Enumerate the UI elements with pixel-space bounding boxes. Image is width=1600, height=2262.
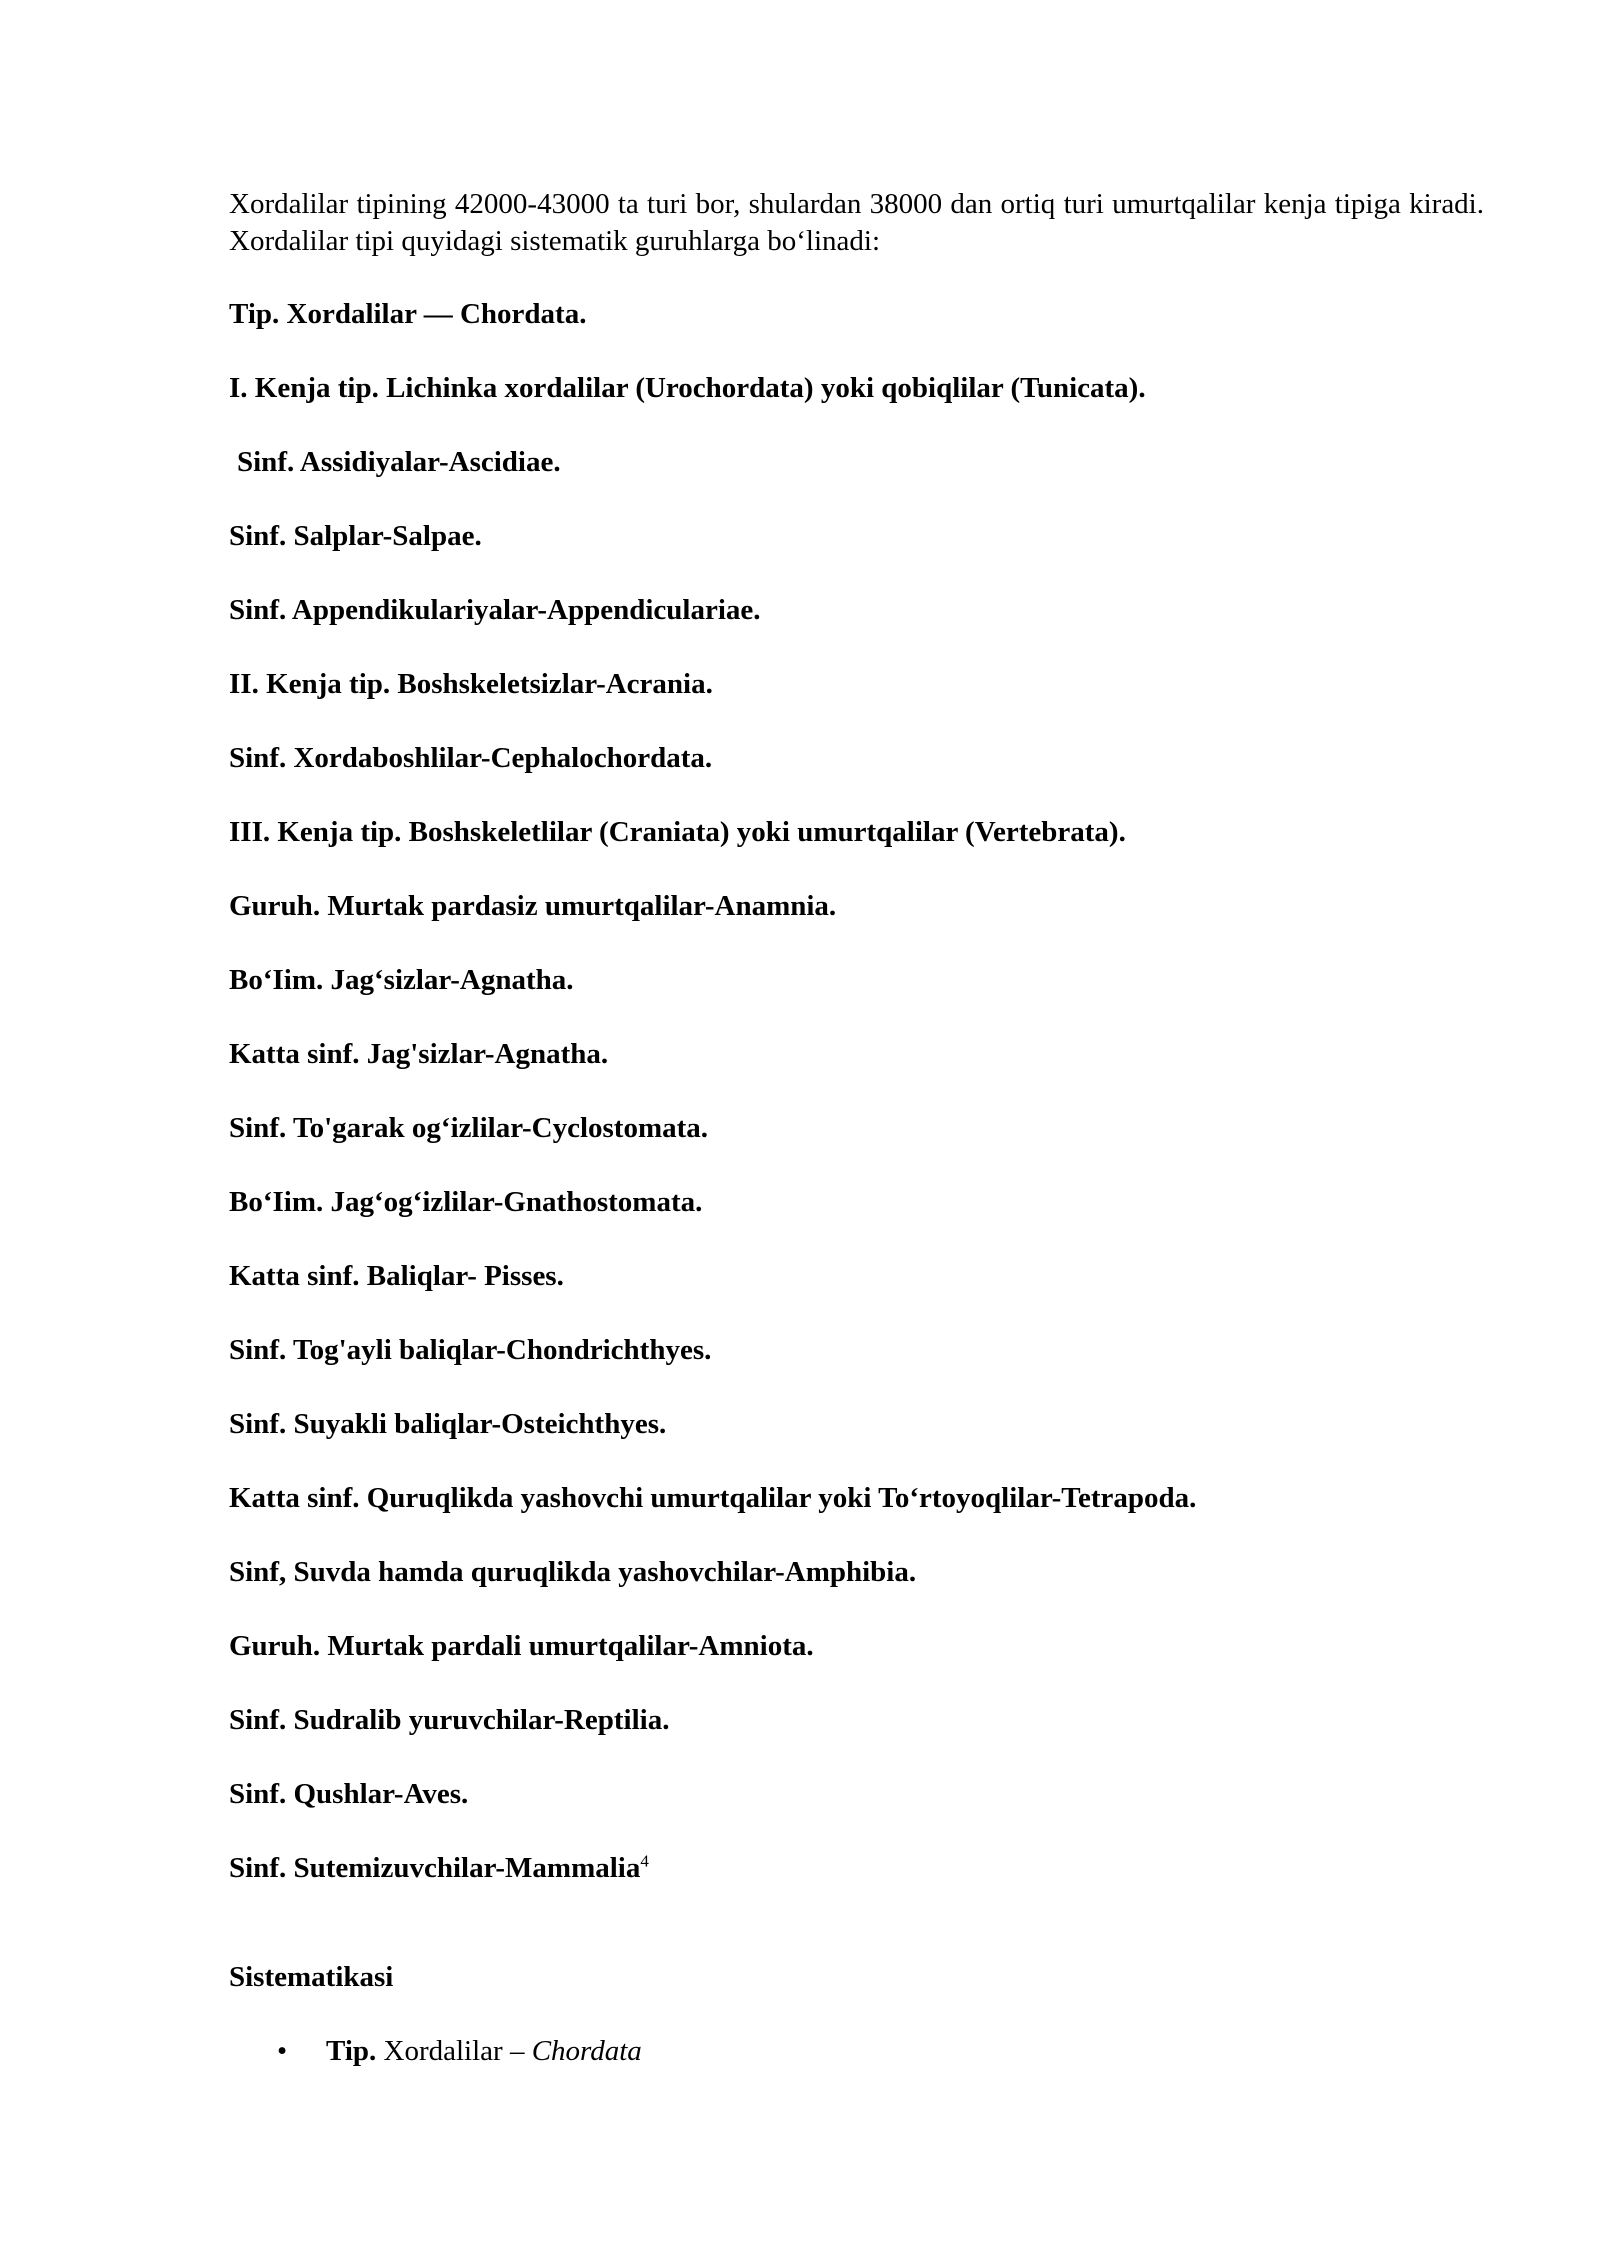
footnote-marker[interactable]: 4 [640,1851,649,1871]
taxon-class-chondrichthyes: Sinf. Tog'ayli baliqlar-Chondrichthyes. [229,1334,712,1366]
taxon-class-cyclostomata: Sinf. To'garak og‘izlilar-Cyclostomata. [229,1112,709,1144]
taxon-class-cephalochordata: Sinf. Xordaboshlilar-Cephalochordata. [229,742,713,774]
taxon-group-anamnia: Guruh. Murtak pardasiz umurtqalilar-Anamnia. [229,890,837,922]
taxon-class-salpae: Sinf. Salplar-Salpae. [229,520,482,552]
list-item [229,2033,1484,2070]
taxon-division-agnatha: Bo‘Iim. Jag‘sizlar-Agnatha. [229,964,574,996]
taxon-class-reptilia: Sinf. Sudralib yuruvchilar-Reptilia. [229,1704,670,1736]
taxon-class-mammalia-text: Sinf. Sutemizuvchilar-Mammalia [229,1852,641,1884]
taxon-group-amniota: Guruh. Murtak pardali umurtqalilar-Amniota. [229,1630,814,1662]
section-heading-sistematikasi: Sistematikasi [229,1961,394,1993]
taxon-subphylum-vertebrata: III. Kenja tip. Boshskeletlilar (Craniata) yoki umurtqalilar (Vertebrata). [229,816,1126,848]
latin-name: Chordata [531,2035,642,2067]
document-page [229,186,1484,2070]
taxon-superclass-tetrapoda: Katta sinf. Quruqlikda yashovchi umurtqalilar yoki To‘rtoyoqlilar-Tetrapoda. [229,1482,1197,1514]
taxon-superclass-pisses: Katta sinf. Baliqlar- Pisses. [229,1260,564,1292]
taxon-class-osteichthyes: Sinf. Suyakli baliqlar-Osteichthyes. [229,1408,667,1440]
taxon-class-aves: Sinf. Qushlar-Aves. [229,1778,469,1810]
taxon-class-ascidiae: Sinf. Assidiyalar-Ascidiae. [237,446,561,478]
separator: – [509,2035,525,2067]
taxon-class-mammalia [229,1850,1484,1887]
taxon-class-amphibia: Sinf, Suvda hamda quruqlikda yashovchilar-Amphibia. [229,1556,917,1588]
taxon-name: Xordalilar [383,2035,503,2067]
taxon-subphylum-urochordata: I. Kenja tip. Lichinka xordalilar (Urochordata) yoki qobiqlilar (Tunicata). [229,372,1146,404]
taxon-division-gnathostomata: Bo‘Iim. Jag‘og‘izlilar-Gnathostomata. [229,1186,703,1218]
taxon-class-appendiculariae: Sinf. Appendikulariyalar-Appendiculariae. [229,594,761,626]
taxon-subphylum-acrania: II. Kenja tip. Boshskeletsizlar-Acrania. [229,668,713,700]
taxon-superclass-agnatha: Katta sinf. Jag'sizlar-Agnatha. [229,1038,609,1070]
systematics-list [229,2033,1484,2070]
taxon-phylum: Tip. Xordalilar — Chordata. [229,298,587,330]
bullet-icon: • [277,2035,288,2067]
intro-paragraph: Xordalilar tipining 42000-43000 ta turi bor, shulardan 38000 dan ortiq turi umurtqalilar kenja tipiga kiradi. Xordalilar tipi quyidagi sistematik guruhlarga bo‘linadi: [229,188,1484,257]
rank-label: Tip. [326,2035,377,2067]
